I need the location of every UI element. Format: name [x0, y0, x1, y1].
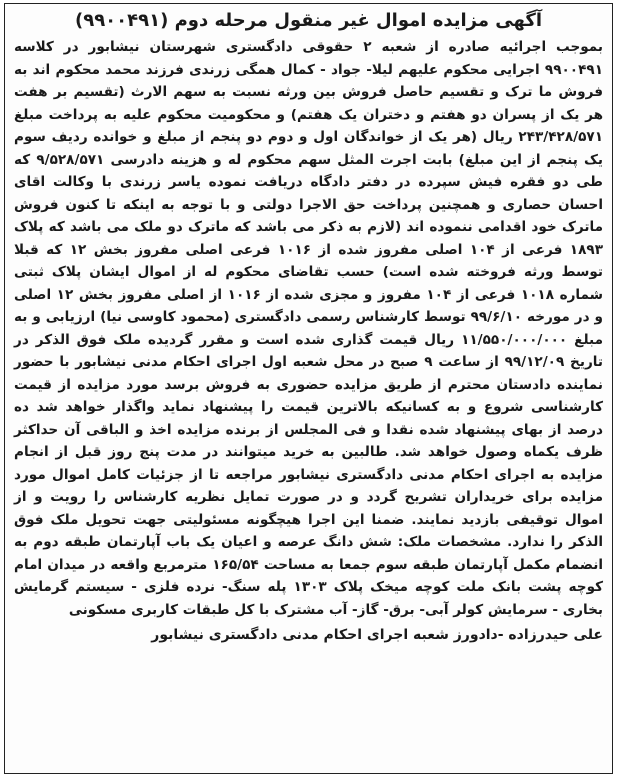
notice-title: آگهی مزایده اموال غیر منقول مرحله دوم (۹۹۰۰۴۹۱): [74, 10, 543, 31]
auction-notice: [4, 3, 613, 774]
notice-body: بموجب اجرائیه صادره از شعبه ۲ حقوقی دادگستری شهرستان نیشابور در کلاسه ۹۹۰۰۴۹۱ اجرایی محکوم علیهم لیلا- جواد - کمال همگی زرندی فرزند محمد محکوم اند به فروش ما ترک و تقسیم حاصل فروش بین ورثه نسبت به سهم الارث (تقسیم بر هفت هر یک از پسران دو هفتم و دختران یک هفتم) و محکومیت محکوم علیه به پرداخت مبلغ ۲۴۳/۴۲۸/۵۷۱ ریال (هر یک از خواندگان اول و دوم دو پنجم از مبلغ و خوانده ردیف سوم یک پنجم از این مبلغ) بابت اجرت المثل سهم محکوم له و هزینه دادرسی ۹/۵۲۸/۵۷۱ که طی دو فقره فیش سپرده در دفتر دادگاه دریافت نموده یاسر زرندی با وکالت اقای احسان حصاری و همچنین پرداخت حق الاجرا دولتی و با توجه به اینکه تا کنون فروش ماترک خود اقدامی ننموده اند (لازم به ذکر می باشد که ماترک دو ملک می باشد که پلاک ۱۸۹۳ فرعی از ۱۰۴ اصلی مفروز شده از ۱۰۱۶ فرعی اصلی مفروز بخش ۱۲ که قبلا توسط ورثه فروخته شده است) حسب تقاضای محکوم له از اموال ایشان پلاک ثبتی شماره ۱۰۱۸ فرعی از ۱۰۴ مفروز و مجزی شده از ۱۰۱۶ از اصلی مفروز بخش ۱۲ اصلی و در مورخه ۹۹/۶/۱۰ توسط کارشناس رسمی دادگستری (محمود کاوسی نیا) ارزیابی و به مبلغ ۱۱/۵۵۰/۰۰۰/۰۰۰ ریال قیمت گذاری شده است و مقرر گردیده ملک فوق الذکر در تاریخ ۹۹/۱۲/۰۹ از ساعت ۹ صبح در محل شعبه اول اجرای احکام مدنی نیشابور با حضور نماینده دادستان محترم از طریق مزایده حضوری به فروش برسد مورد مزایده از قیمت کارشناسی شروع و به کسانیکه بالاترین قیمت را پیشنهاد نماید واگذار خواهد شد ده درصد از بهای پیشنهاد شده نقدا و فی المجلس از برنده مزایده اخذ و الباقی آن حداکثر ظرف یکماه وصول خواهد شد. طالبین به خرید میتوانند در مدت پنج روز قبل از انجام مزایده به اجرای احکام مدنی دادگستری نیشابور مراجعه تا از جزئیات کامل اموال مورد مزایده برای خریداران تشریح گردد و در صورت تمایل نظریه کارشناس را رویت و از اموال توقیفی بازدید نمایند. ضمنا این اجرا هیچگونه مسئولیتی جهت تحویل ملک فوق الذکر را ندارد. مشخصات ملک: شش دانگ عرصه و اعیان یک باب آپارتمان طبقه دوم به انضمام مکمل آپارتمان طبقه سوم جمعا به مساحت ۱۶۵/۵۴ مترمربع واقعه در میدان امام کوچه پشت بانک ملت کوچه میخک پلاک ۱۳۰۳ پله سنگ- نرده فلزی - سیستم گرمایش بخاری - سرمایش کولر آبی- برق- گاز- آب مشترک با کل طبقات کاربری مسکونی: [14, 39, 603, 618]
notice-signature: علی حیدرزاده -دادورز شعبه اجرای احکام مدنی دادگستری نیشابور: [151, 627, 603, 643]
